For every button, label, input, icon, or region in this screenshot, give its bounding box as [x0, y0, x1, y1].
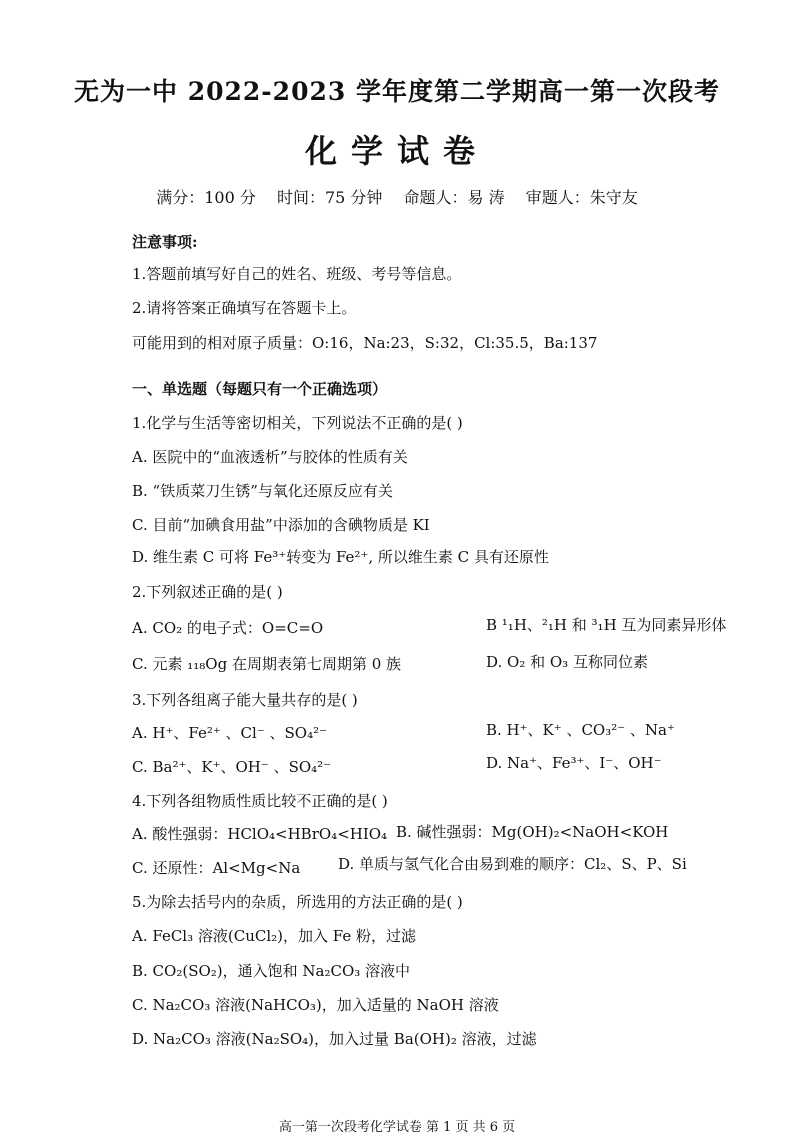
question-1-option-c: C. 目前“加碘食用盐”中添加的含碘物质是 KI — [132, 516, 430, 534]
question-2-option-b: B ¹₁H、²₁H 和 ³₁H 互为同素异形体 — [486, 616, 727, 634]
time-limit: 时间：75 分钟 — [276, 188, 383, 207]
question-1-stem: 1.化学与生活等密切相关，下列说法不正确的是( ) — [132, 414, 463, 432]
question-2-option-a: A. CO₂ 的电子式：O=C=O — [132, 619, 324, 637]
atomic-masses: 可能用到的相对原子质量：O:16，Na:23，S:32，Cl:35.5，Ba:137 — [132, 334, 598, 352]
question-1-option-a: A. 医院中的“血液透析”与胶体的性质有关 — [132, 448, 408, 466]
question-2-option-c: C. 元素 ₁₁₈Og 在周期表第七周期第 0 族 — [132, 655, 402, 673]
question-3-stem: 3.下列各组离子能大量共存的是( ) — [132, 691, 358, 709]
question-3-option-c: C. Ba²⁺、K⁺、OH⁻ 、SO₄²⁻ — [132, 758, 332, 776]
question-5-option-d: D. Na₂CO₃ 溶液(Na₂SO₄)，加入过量 Ba(OH)₂ 溶液，过滤 — [132, 1030, 537, 1048]
question-5-option-c: C. Na₂CO₃ 溶液(NaHCO₃)，加入适量的 NaOH 溶液 — [132, 996, 499, 1014]
notice-heading: 注意事项: — [132, 233, 198, 251]
question-5-stem: 5.为除去括号内的杂质，所选用的方法正确的是( ) — [132, 893, 463, 911]
question-3-option-b: B. H⁺、K⁺ 、CO₃²⁻ 、Na⁺ — [486, 721, 675, 739]
question-4-option-d: D. 单质与氢气化合由易到难的顺序：Cl₂、S、P、Si — [338, 855, 687, 873]
question-4-option-c: C. 还原性：Al<Mg<Na — [132, 859, 301, 877]
question-4-stem: 4.下列各组物质性质比较不正确的是( ) — [132, 792, 388, 810]
notice-item-2: 2.请将答案正确填写在答题卡上。 — [132, 299, 357, 317]
question-2-option-d: D. O₂ 和 O₃ 互称同位素 — [486, 653, 648, 671]
page-footer: 高一第一次段考化学试卷 第 1 页 共 6 页 — [278, 1120, 516, 1135]
reviewer: 审题人：朱守友 — [525, 188, 638, 207]
question-4-option-a: A. 酸性强弱：HClO₄<HBrO₄<HIO₄ — [132, 825, 388, 843]
question-author: 命题人：易 涛 — [403, 188, 505, 207]
notice-item-1: 1.答题前填写好自己的姓名、班级、考号等信息。 — [132, 265, 462, 283]
section-title: 一、单选题（每题只有一个正确选项） — [132, 380, 388, 398]
question-2-stem: 2.下列叙述正确的是( ) — [132, 583, 283, 601]
question-5-option-b: B. CO₂(SO₂)，通入饱和 Na₂CO₃ 溶液中 — [132, 962, 411, 980]
question-3-option-d: D. Na⁺、Fe³⁺、I⁻、OH⁻ — [486, 754, 662, 772]
question-4-option-b: B. 碱性强弱：Mg(OH)₂<NaOH<KOH — [396, 823, 669, 841]
question-1-option-d: D. 维生素 C 可将 Fe³⁺转变为 Fe²⁺, 所以维生素 C 具有还原性 — [132, 548, 549, 566]
question-3-option-a: A. H⁺、Fe²⁺ 、Cl⁻ 、SO₄²⁻ — [132, 724, 328, 742]
exam-meta — [0, 185, 794, 208]
school-title: 无为一中 2022-2023 学年度第二学期高一第一次段考 — [74, 77, 720, 106]
full-score: 满分：100 分 — [156, 188, 256, 207]
question-5-option-a: A. FeCl₃ 溶液(CuCl₂)，加入 Fe 粉，过滤 — [132, 927, 417, 945]
subject-title: 化学试卷 — [304, 132, 489, 170]
question-1-option-b: B. “铁质菜刀生锈”与氧化还原反应有关 — [132, 482, 393, 500]
